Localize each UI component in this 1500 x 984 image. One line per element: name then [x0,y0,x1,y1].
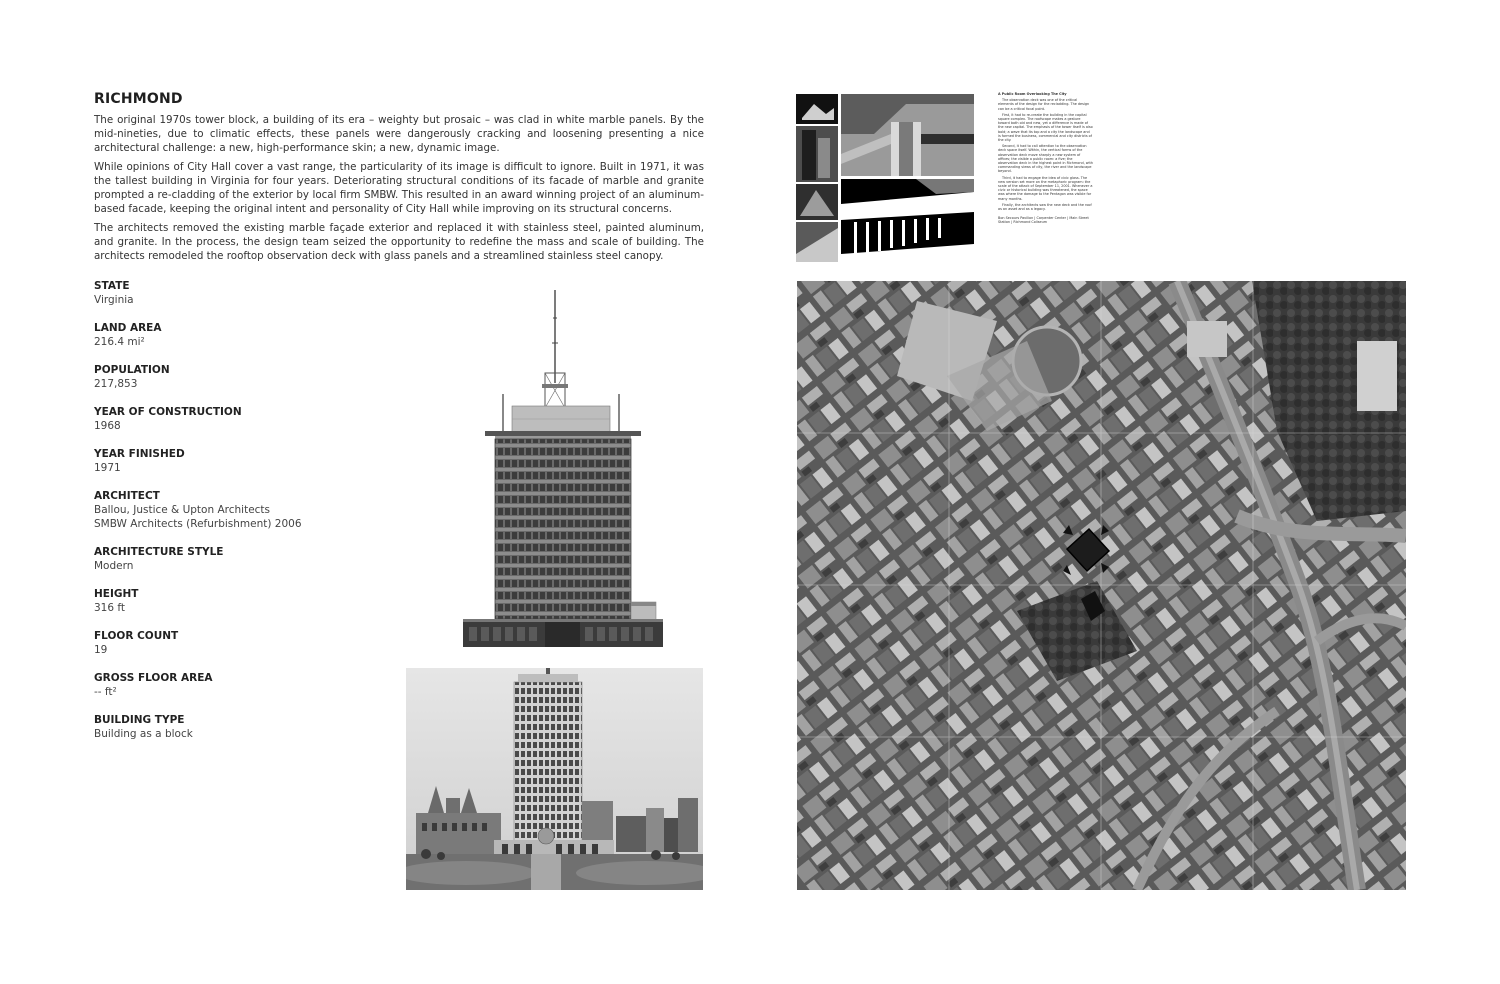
fact-value: Building as a block [94,728,193,740]
fact-year-finished [94,447,394,489]
narrative-paragraph: First, it had to re-create the building in the capital square complex. The roofscape makes a gesture toward both old and new, yet a difference is made of the new capital. The emphasis of the tower itself is also bold; a wave that its top and a city the landscape and is formed the business, commercial and city districts of the city. [998,112,1093,143]
fact-architect [94,489,394,545]
fact-population [94,363,394,405]
fact-value: 216.4 mi² [94,336,145,348]
fact-building-type [94,713,394,755]
fact-value: -- ft² [94,686,117,698]
fact-value: Virginia [94,294,134,306]
photo-collage-svg [796,94,974,262]
fact-state [94,279,394,321]
fact-label: ARCHITECTURE STYLE [94,546,224,558]
fact-value: 19 [94,644,108,656]
fact-value-secondary: SMBW Architects (Refurbishment) 2006 [94,518,302,530]
narrative-paragraph: Second, it had to call attention to the observation deck space itself. Within, the vertical forms of the observation deck move sharply a new system of offices; the visible a public room: a five; the observation deck in the highest point in Richmond, with commanding views of city, the river and the landscape beyond. [998,144,1093,174]
fact-label: BUILDING TYPE [94,714,185,726]
fact-label: HEIGHT [94,588,139,600]
tower-elevation-svg [455,288,670,650]
page-title: RICHMOND [94,91,183,107]
fact-label: YEAR FINISHED [94,448,185,460]
photo-collage [796,94,974,262]
narrative-text-block [998,92,1093,227]
aerial-map-svg [797,281,1406,890]
fact-value: Modern [94,560,134,572]
fact-label: GROSS FLOOR AREA [94,672,213,684]
narrative-paragraph: Third, it had to engage the idea of civic glass. The new version set more on the metaphoric program: the scale of the attack of September 11, 2001. Whenever a civic or historical building was threatened, the space was where the damage to the Pentagon was visible for many months. [998,175,1093,201]
fact-floor-count [94,629,394,671]
narrative-credits: Bon Secours Pavilion | Carpenter Center | Main Street Station | Richmond Coliseum [998,216,1089,225]
fact-label: STATE [94,280,130,292]
fact-value: Ballou, Justice & Upton Architects [94,504,271,516]
fact-year-of-construction [94,405,394,447]
intro-paragraph-1: The original 1970s tower block, a building of its era – weighty but prosaic – was clad in white marble panels. By the mid-nineties, due to climatic effects, these panels were dangerously cracking and loosening presenting a nice architectural challenge: a new, high-performance skin; a new, dynamic image. [94,114,704,154]
narrative-paragraph: Finally, the architects saw the new deck and the roof as an asset and as a legacy. [998,202,1092,212]
fact-label: ARCHITECT [94,490,160,502]
intro-paragraph-2: While opinions of City Hall cover a vast range, the particularity of its image is difficult to ignore. Built in 1971, it was the tallest building in Virginia for four years. Deteriorating structural conditions of its facade of marble and granite prompted a re-cladding of the exterior by local firm SMBW. This resulted in an award winning project of an aluminum-based facade, keeping the original intent and personality of City Hall while improving on its structural concerns. [94,161,704,215]
fact-label: YEAR OF CONSTRUCTION [94,406,242,418]
narrative-title: A Public Room Overlooking The City [998,92,1067,96]
fact-height [94,587,394,629]
fact-value: 1971 [94,462,121,474]
historic-city-hall-photo [406,668,703,890]
fact-gross-floor-area [94,671,394,713]
building-facts [94,279,394,755]
fact-label: LAND AREA [94,322,162,334]
fact-value: 217,853 [94,378,138,390]
fact-land-area [94,321,394,363]
fact-label: FLOOR COUNT [94,630,179,642]
aerial-site-map [797,281,1406,890]
fact-value: 1968 [94,420,121,432]
fact-value: 316 ft [94,602,126,614]
narrative-paragraph: The observation deck was one of the critical elements of the design for the recladding. The design can be a critical focal point. [998,98,1090,111]
tower-elevation-drawing [455,288,670,650]
fact-architecture-style [94,545,394,587]
intro-paragraph-3: The architects removed the existing marble façade exterior and replaced it with stainless steel, painted aluminum, and granite. In the process, the design team seized the opportunity to redefine the mass and scale of building. The architects remodeled the rooftop observation deck with glass panels and a streamlined stainless steel canopy. [94,222,704,262]
fact-label: POPULATION [94,364,170,376]
historic-photo-svg [406,668,703,890]
